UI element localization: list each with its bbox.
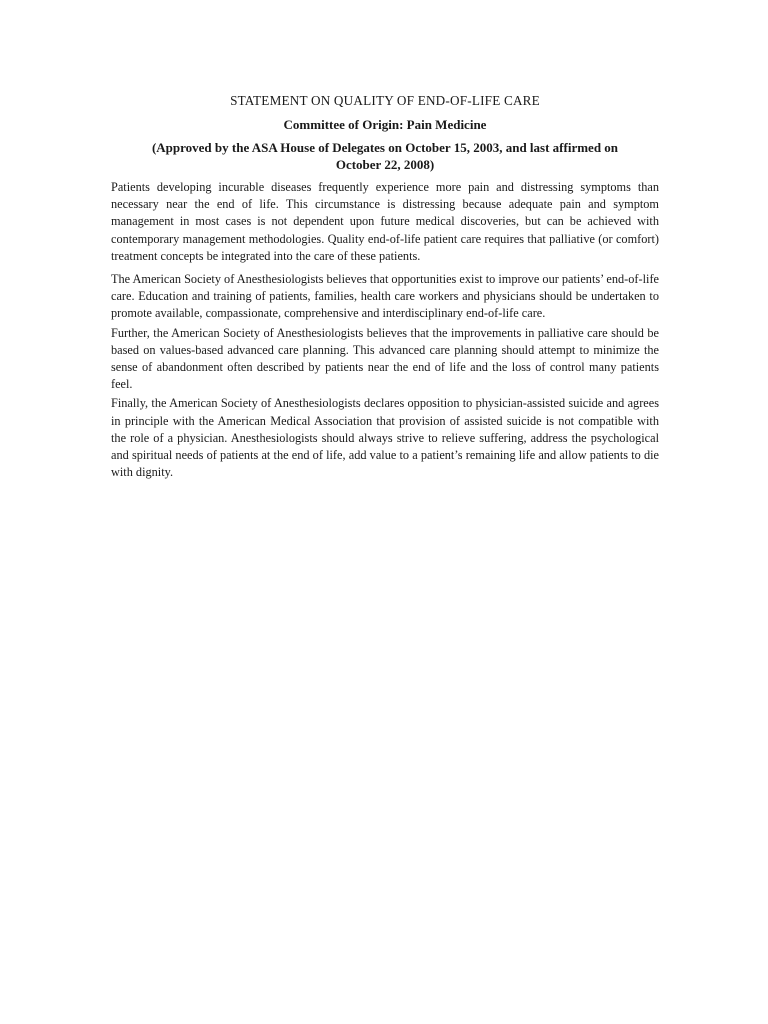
approval-note: (Approved by the ASA House of Delegates on October 15, 2003, and last affirmed on October 22, 2008): [151, 140, 619, 172]
paragraph-1: Patients developing incurable diseases frequently experience more pain and distressing symptoms than necessary near the end of life. This circumstance is distressing because adequate pain and symptom management in most cases is not dependent upon future medical discoveries, but can be achieved with contemporary management methodologies. Quality end-of-life patient care requires that palliative (or comfort) treatment concepts be integrated into the care of these patients.: [111, 180, 659, 263]
paragraph-3: Further, the American Society of Anesthesiologists believes that the improvements in palliative care should be based on values-based advanced care planning. This advanced care planning should attempt to minimize the sense of abandonment often described by patients near the end of life and the loss of control many patients feel.: [111, 325, 659, 392]
paragraph-2: The American Society of Anesthesiologists believes that opportunities exist to improve our patients’ end-of-life care. Education and training of patients, families, health care workers and physicians should be undertaken to promote available, compassionate, comprehensive and interdisciplinary end-of-life care.: [111, 272, 659, 321]
document-page: [111, 92, 659, 481]
committee-of-origin: Committee of Origin: Pain Medicine: [283, 117, 487, 132]
document-title: STATEMENT ON QUALITY OF END-OF-LIFE CARE: [230, 93, 540, 108]
paragraph-4: Finally, the American Society of Anesthesiologists declares opposition to physician-assisted suicide and agrees in principle with the American Medical Association that provision of assisted suicide is not compatible with the role of a physician. Anesthesiologists should always strive to relieve suffering, address the psychological and spiritual needs of patients at the end of life, add value to a patient’s remaining life and allow patients to die with dignity.: [111, 396, 659, 480]
